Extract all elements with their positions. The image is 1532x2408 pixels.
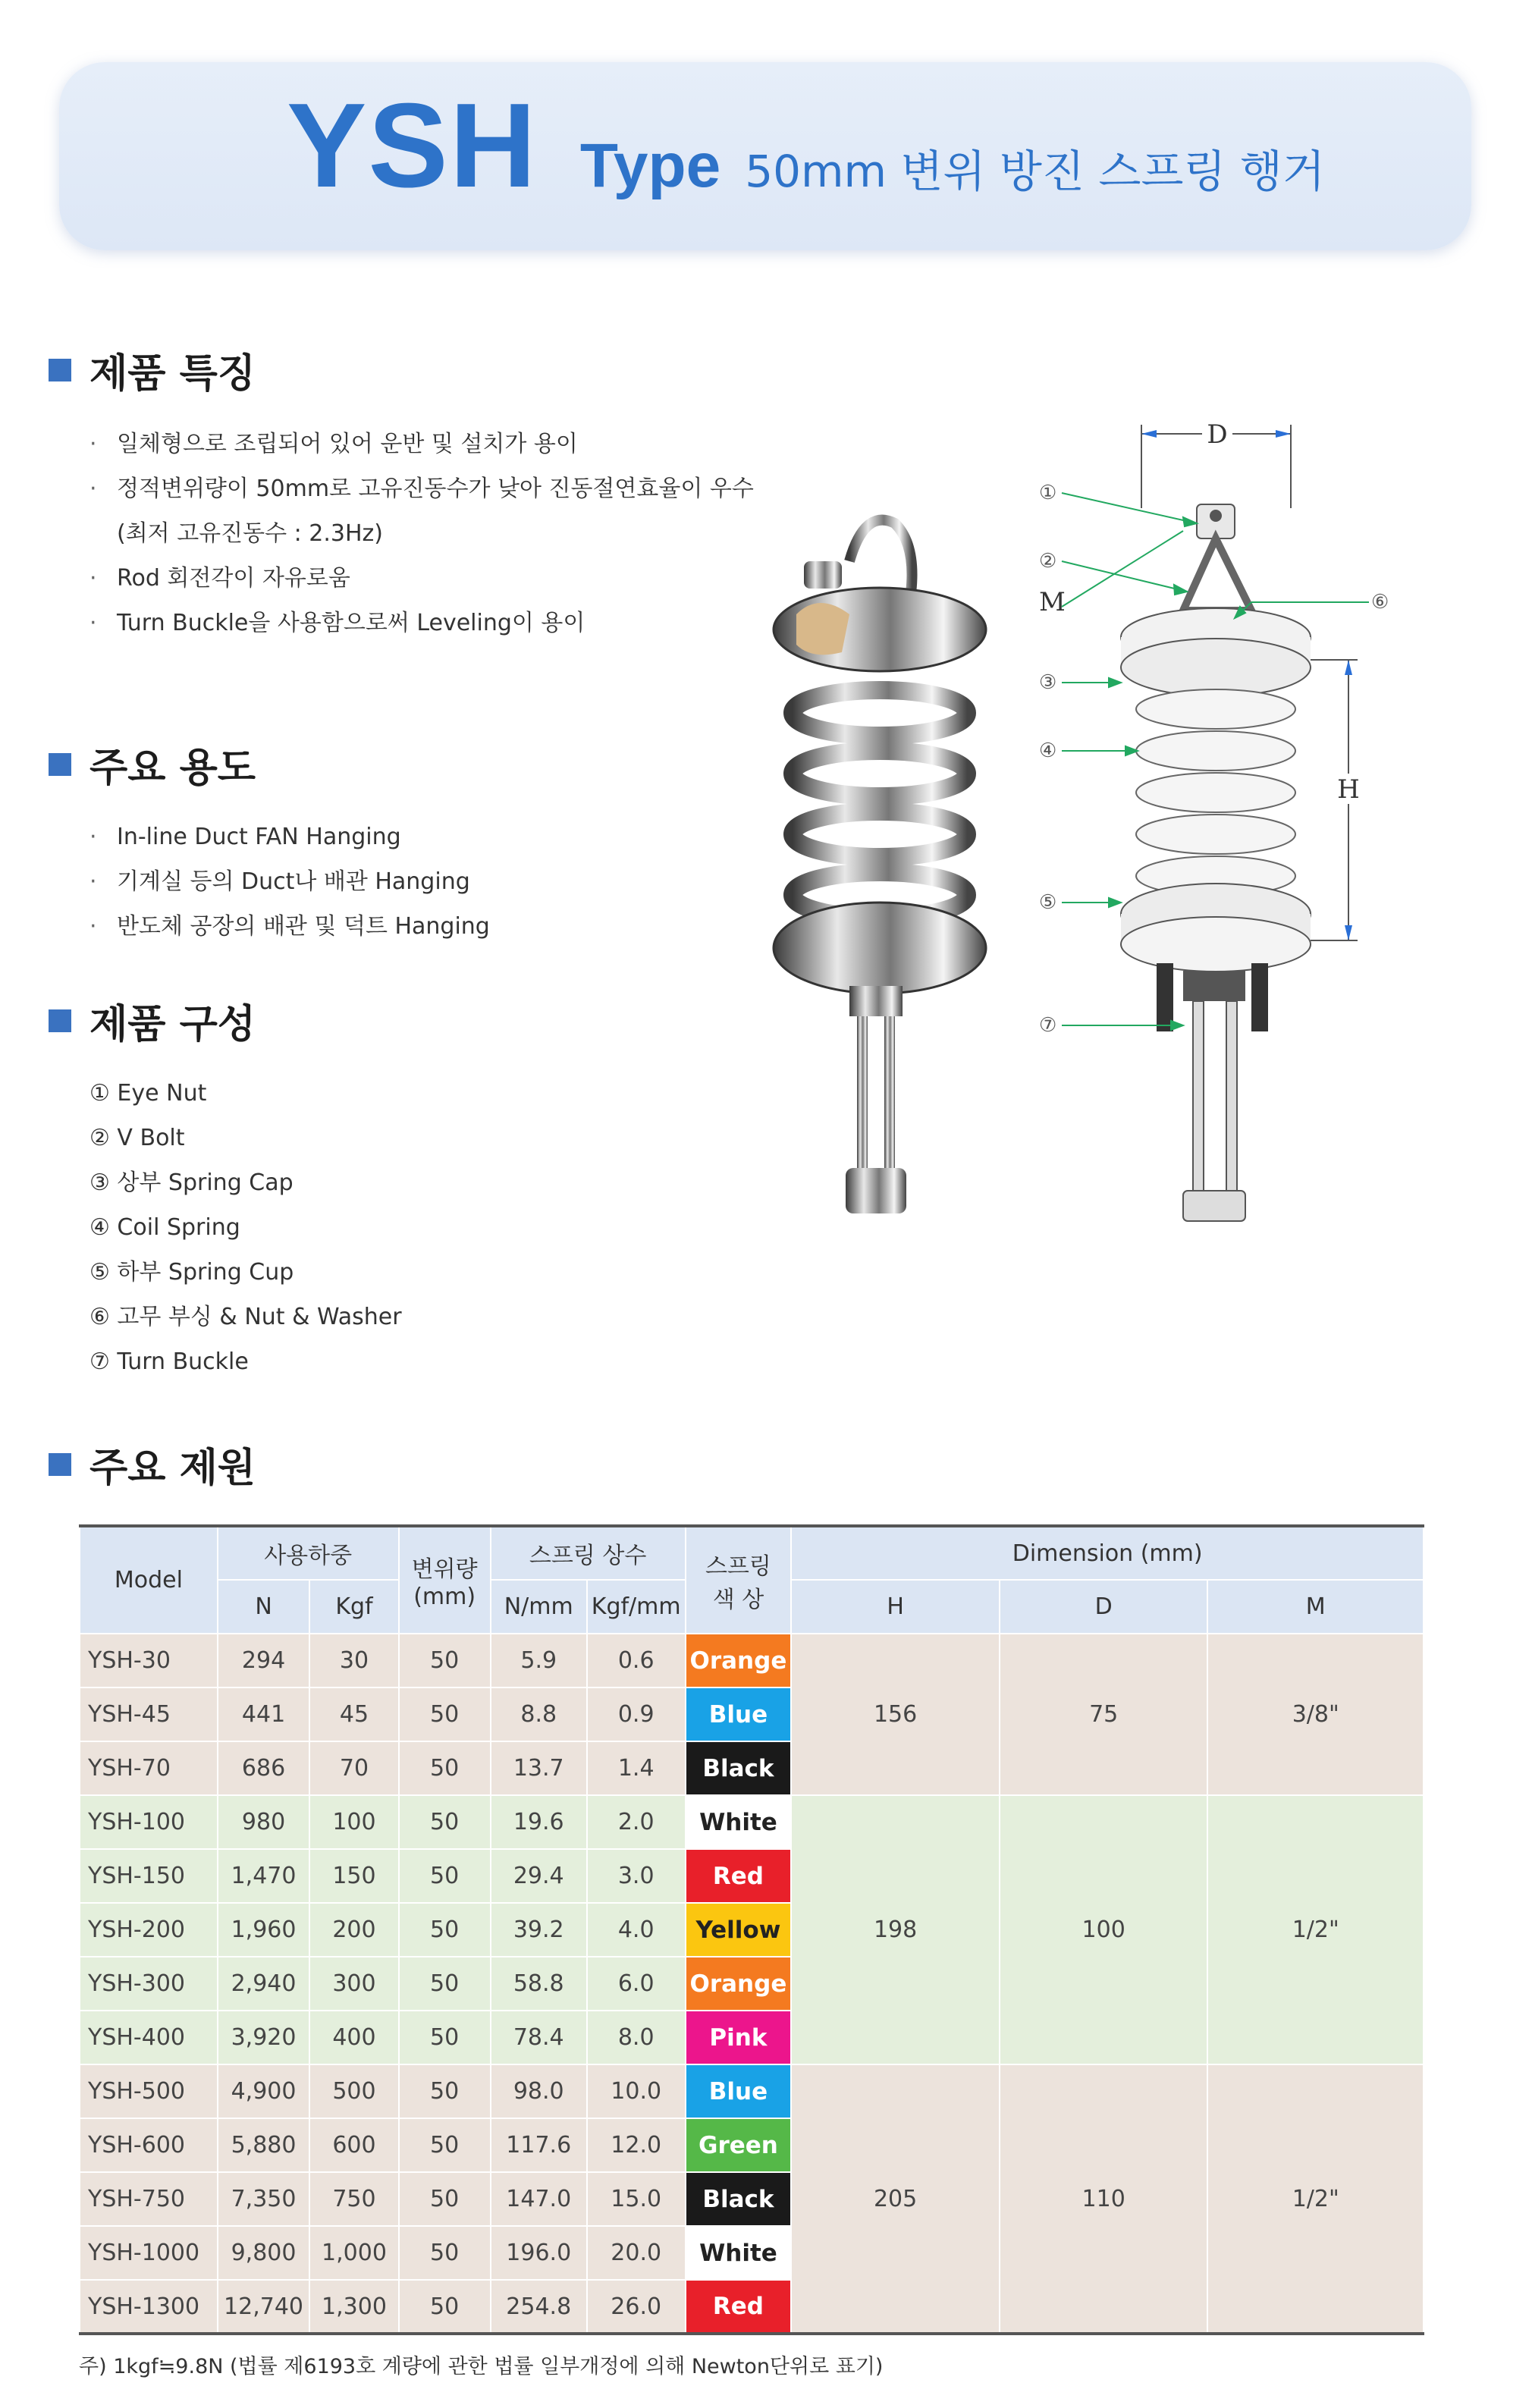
dim-h-label: H (1337, 774, 1360, 805)
spring-color-badge: Black (686, 1741, 792, 1795)
unit-note: 주) 1kgf≒9.8N (법률 제6193호 계량에 관한 법률 일부개정에 의해 Newton단위로 표기) (79, 2355, 884, 2378)
cell-load-kgf: 300 (309, 1957, 398, 2011)
cell-model: YSH-1300 (80, 2280, 218, 2334)
cell-nmm: 13.7 (491, 1741, 587, 1795)
features-list (89, 422, 754, 645)
cell-model: YSH-1000 (80, 2226, 218, 2280)
list-item: ① Eye Nut (89, 1080, 207, 1107)
cell-load-n: 4,900 (218, 2064, 310, 2118)
list-item: ② V Bolt (89, 1125, 185, 1151)
spring-color-badge: Red (686, 2280, 792, 2334)
specs-title: 주요 제원 (89, 1446, 256, 1491)
cell-nmm: 19.6 (491, 1795, 587, 1849)
cell-load-kgf: 70 (309, 1741, 398, 1795)
spec-table-body (80, 1634, 1424, 2334)
list-item: ⑥ 고무 부싱 & Nut & Washer (89, 1304, 402, 1330)
dim-m-label: M (1039, 587, 1066, 617)
cell-nmm: 117.6 (491, 2118, 587, 2172)
cell-model: YSH-500 (80, 2064, 218, 2118)
cell-model: YSH-150 (80, 1849, 218, 1903)
cell-load-n: 2,940 (218, 1957, 310, 2011)
dim-d-label: D (1207, 419, 1228, 450)
cell-kgfmm: 0.6 (587, 1634, 686, 1687)
cell-displacement: 50 (399, 2280, 491, 2334)
col-m: M (1207, 1580, 1424, 1634)
cell-model: YSH-70 (80, 1741, 218, 1795)
cell-load-n: 9,800 (218, 2226, 310, 2280)
col-spring-const: 스프링 상수 (491, 1526, 686, 1580)
list-item: · In-line Duct FAN Hanging (89, 824, 401, 850)
square-bullet-icon (49, 1453, 71, 1476)
cell-kgfmm: 26.0 (587, 2280, 686, 2334)
cell-dim-m: 1/2" (1207, 1795, 1424, 2064)
col-kgfmm: Kgf/mm (587, 1580, 686, 1634)
col-load: 사용하중 (218, 1526, 399, 1580)
cell-kgfmm: 20.0 (587, 2226, 686, 2280)
cell-nmm: 39.2 (491, 1903, 587, 1957)
components-title: 제품 구성 (89, 1002, 256, 1047)
cell-load-n: 7,350 (218, 2172, 310, 2226)
cell-displacement: 50 (399, 2226, 491, 2280)
list-item-continuation: (최저 고유진동수 : 2.3Hz) (117, 520, 383, 547)
callout-4: ④ (1039, 739, 1057, 762)
cell-displacement: 50 (399, 1634, 491, 1687)
list-item: · 일체형으로 조립되어 있어 운반 및 설치가 용이 (89, 431, 578, 457)
cell-model: YSH-30 (80, 1634, 218, 1687)
list-item: · Rod 회전각이 자유로움 (89, 565, 350, 592)
features-heading (49, 341, 256, 398)
cell-model: YSH-45 (80, 1687, 218, 1741)
spring-color-badge: Orange (686, 1957, 792, 2011)
model-name: YSH (287, 79, 538, 212)
cell-displacement: 50 (399, 2011, 491, 2064)
table-row (80, 1634, 1424, 1687)
cell-kgfmm: 1.4 (587, 1741, 686, 1795)
cell-dim-m: 1/2" (1207, 2064, 1424, 2334)
title-banner (59, 62, 1471, 250)
cell-nmm: 147.0 (491, 2172, 587, 2226)
page-title (287, 77, 1325, 215)
cell-load-n: 3,920 (218, 2011, 310, 2064)
product-photo (766, 501, 994, 1229)
cell-displacement: 50 (399, 1903, 491, 1957)
specs-heading (49, 1436, 256, 1493)
col-nmm: N/mm (491, 1580, 587, 1634)
table-row (80, 1795, 1424, 1849)
cell-kgfmm: 12.0 (587, 2118, 686, 2172)
spring-color-badge: Green (686, 2118, 792, 2172)
cell-load-kgf: 30 (309, 1634, 398, 1687)
spring-color-badge: White (686, 2226, 792, 2280)
cell-load-n: 5,880 (218, 2118, 310, 2172)
uses-heading (49, 736, 256, 793)
cell-dim-h: 156 (791, 1634, 1000, 1795)
square-bullet-icon (49, 753, 71, 776)
cell-load-kgf: 1,000 (309, 2226, 398, 2280)
list-item: · 반도체 공장의 배관 및 덕트 Hanging (89, 913, 490, 940)
cell-load-n: 1,960 (218, 1903, 310, 1957)
cell-displacement: 50 (399, 2172, 491, 2226)
spring-color-badge: Black (686, 2172, 792, 2226)
list-item: ③ 상부 Spring Cap (89, 1169, 294, 1196)
cell-load-n: 686 (218, 1741, 310, 1795)
cell-nmm: 29.4 (491, 1849, 587, 1903)
cell-kgfmm: 0.9 (587, 1687, 686, 1741)
cell-load-n: 294 (218, 1634, 310, 1687)
cell-kgfmm: 6.0 (587, 1957, 686, 2011)
cell-nmm: 58.8 (491, 1957, 587, 2011)
spring-color-badge: Orange (686, 1634, 792, 1687)
list-item: ⑤ 하부 Spring Cup (89, 1259, 294, 1286)
cell-kgfmm: 3.0 (587, 1849, 686, 1903)
callout-6: ⑥ (1371, 591, 1389, 614)
product-description: 50mm 변위 방진 스프링 행거 (745, 146, 1325, 197)
cell-load-n: 441 (218, 1687, 310, 1741)
list-item: · 정적변위량이 50mm로 고유진동수가 낮아 진동절연효율이 우수 (89, 476, 754, 502)
cell-kgfmm: 4.0 (587, 1903, 686, 1957)
cell-load-kgf: 1,300 (309, 2280, 398, 2334)
cell-model: YSH-400 (80, 2011, 218, 2064)
cell-nmm: 196.0 (491, 2226, 587, 2280)
list-item: · Turn Buckle을 사용함으로써 Leveling이 용이 (89, 610, 585, 636)
cell-load-kgf: 400 (309, 2011, 398, 2064)
uses-list (89, 815, 490, 949)
cell-load-kgf: 200 (309, 1903, 398, 1957)
callout-2: ② (1039, 550, 1057, 573)
cell-dim-d: 100 (1000, 1795, 1208, 2064)
table-row (80, 2064, 1424, 2118)
cell-displacement: 50 (399, 1687, 491, 1741)
uses-title: 주요 용도 (89, 746, 256, 791)
square-bullet-icon (49, 359, 71, 381)
cell-displacement: 50 (399, 1957, 491, 2011)
cell-load-kgf: 100 (309, 1795, 398, 1849)
cell-load-kgf: 750 (309, 2172, 398, 2226)
col-d: D (1000, 1580, 1208, 1634)
callout-3: ③ (1039, 671, 1057, 694)
components-heading (49, 992, 256, 1049)
cell-dim-d: 110 (1000, 2064, 1208, 2334)
square-bullet-icon (49, 1009, 71, 1032)
cell-kgfmm: 8.0 (587, 2011, 686, 2064)
cell-model: YSH-100 (80, 1795, 218, 1849)
cell-model: YSH-600 (80, 2118, 218, 2172)
spec-table (79, 1524, 1424, 2335)
cell-model: YSH-750 (80, 2172, 218, 2226)
cell-model: YSH-300 (80, 1957, 218, 2011)
list-item: ④ Coil Spring (89, 1214, 240, 1241)
cell-load-kgf: 500 (309, 2064, 398, 2118)
cell-displacement: 50 (399, 1849, 491, 1903)
spring-color-badge: White (686, 1795, 792, 1849)
cell-load-kgf: 150 (309, 1849, 398, 1903)
cell-dim-h: 205 (791, 2064, 1000, 2334)
spring-color-badge: Blue (686, 1687, 792, 1741)
col-model: Model (80, 1526, 218, 1634)
cell-dim-h: 198 (791, 1795, 1000, 2064)
cell-model: YSH-200 (80, 1903, 218, 1957)
cell-dim-m: 3/8" (1207, 1634, 1424, 1795)
cell-displacement: 50 (399, 2118, 491, 2172)
cell-displacement: 50 (399, 1741, 491, 1795)
cell-displacement: 50 (399, 1795, 491, 1849)
cell-kgfmm: 10.0 (587, 2064, 686, 2118)
callout-5: ⑤ (1039, 891, 1057, 914)
components-list (89, 1071, 402, 1384)
col-spring-color: 스프링 색 상 (686, 1526, 792, 1634)
col-load-n: N (218, 1580, 310, 1634)
callout-7: ⑦ (1039, 1014, 1057, 1037)
callout-1: ① (1039, 482, 1057, 504)
type-label: Type (579, 131, 721, 200)
cell-load-n: 980 (218, 1795, 310, 1849)
cell-nmm: 98.0 (491, 2064, 587, 2118)
cell-displacement: 50 (399, 2064, 491, 2118)
spring-color-badge: Pink (686, 2011, 792, 2064)
cell-load-n: 12,740 (218, 2280, 310, 2334)
dimension-diagram (1031, 410, 1426, 1244)
cell-nmm: 8.8 (491, 1687, 587, 1741)
cell-nmm: 5.9 (491, 1634, 587, 1687)
features-title: 제품 특징 (89, 351, 256, 397)
spring-color-badge: Yellow (686, 1903, 792, 1957)
spring-color-badge: Red (686, 1849, 792, 1903)
cell-load-kgf: 45 (309, 1687, 398, 1741)
cell-load-n: 1,470 (218, 1849, 310, 1903)
cell-nmm: 78.4 (491, 2011, 587, 2064)
col-displacement: 변위량 (mm) (399, 1526, 491, 1634)
cell-kgfmm: 15.0 (587, 2172, 686, 2226)
cell-nmm: 254.8 (491, 2280, 587, 2334)
cell-kgfmm: 2.0 (587, 1795, 686, 1849)
cell-dim-d: 75 (1000, 1634, 1208, 1795)
col-dimension: Dimension (mm) (791, 1526, 1424, 1580)
cell-load-kgf: 600 (309, 2118, 398, 2172)
list-item: · 기계실 등의 Duct나 배관 Hanging (89, 868, 470, 895)
list-item: ⑦ Turn Buckle (89, 1348, 249, 1375)
col-load-kgf: Kgf (309, 1580, 398, 1634)
spring-color-badge: Blue (686, 2064, 792, 2118)
col-h: H (791, 1580, 1000, 1634)
